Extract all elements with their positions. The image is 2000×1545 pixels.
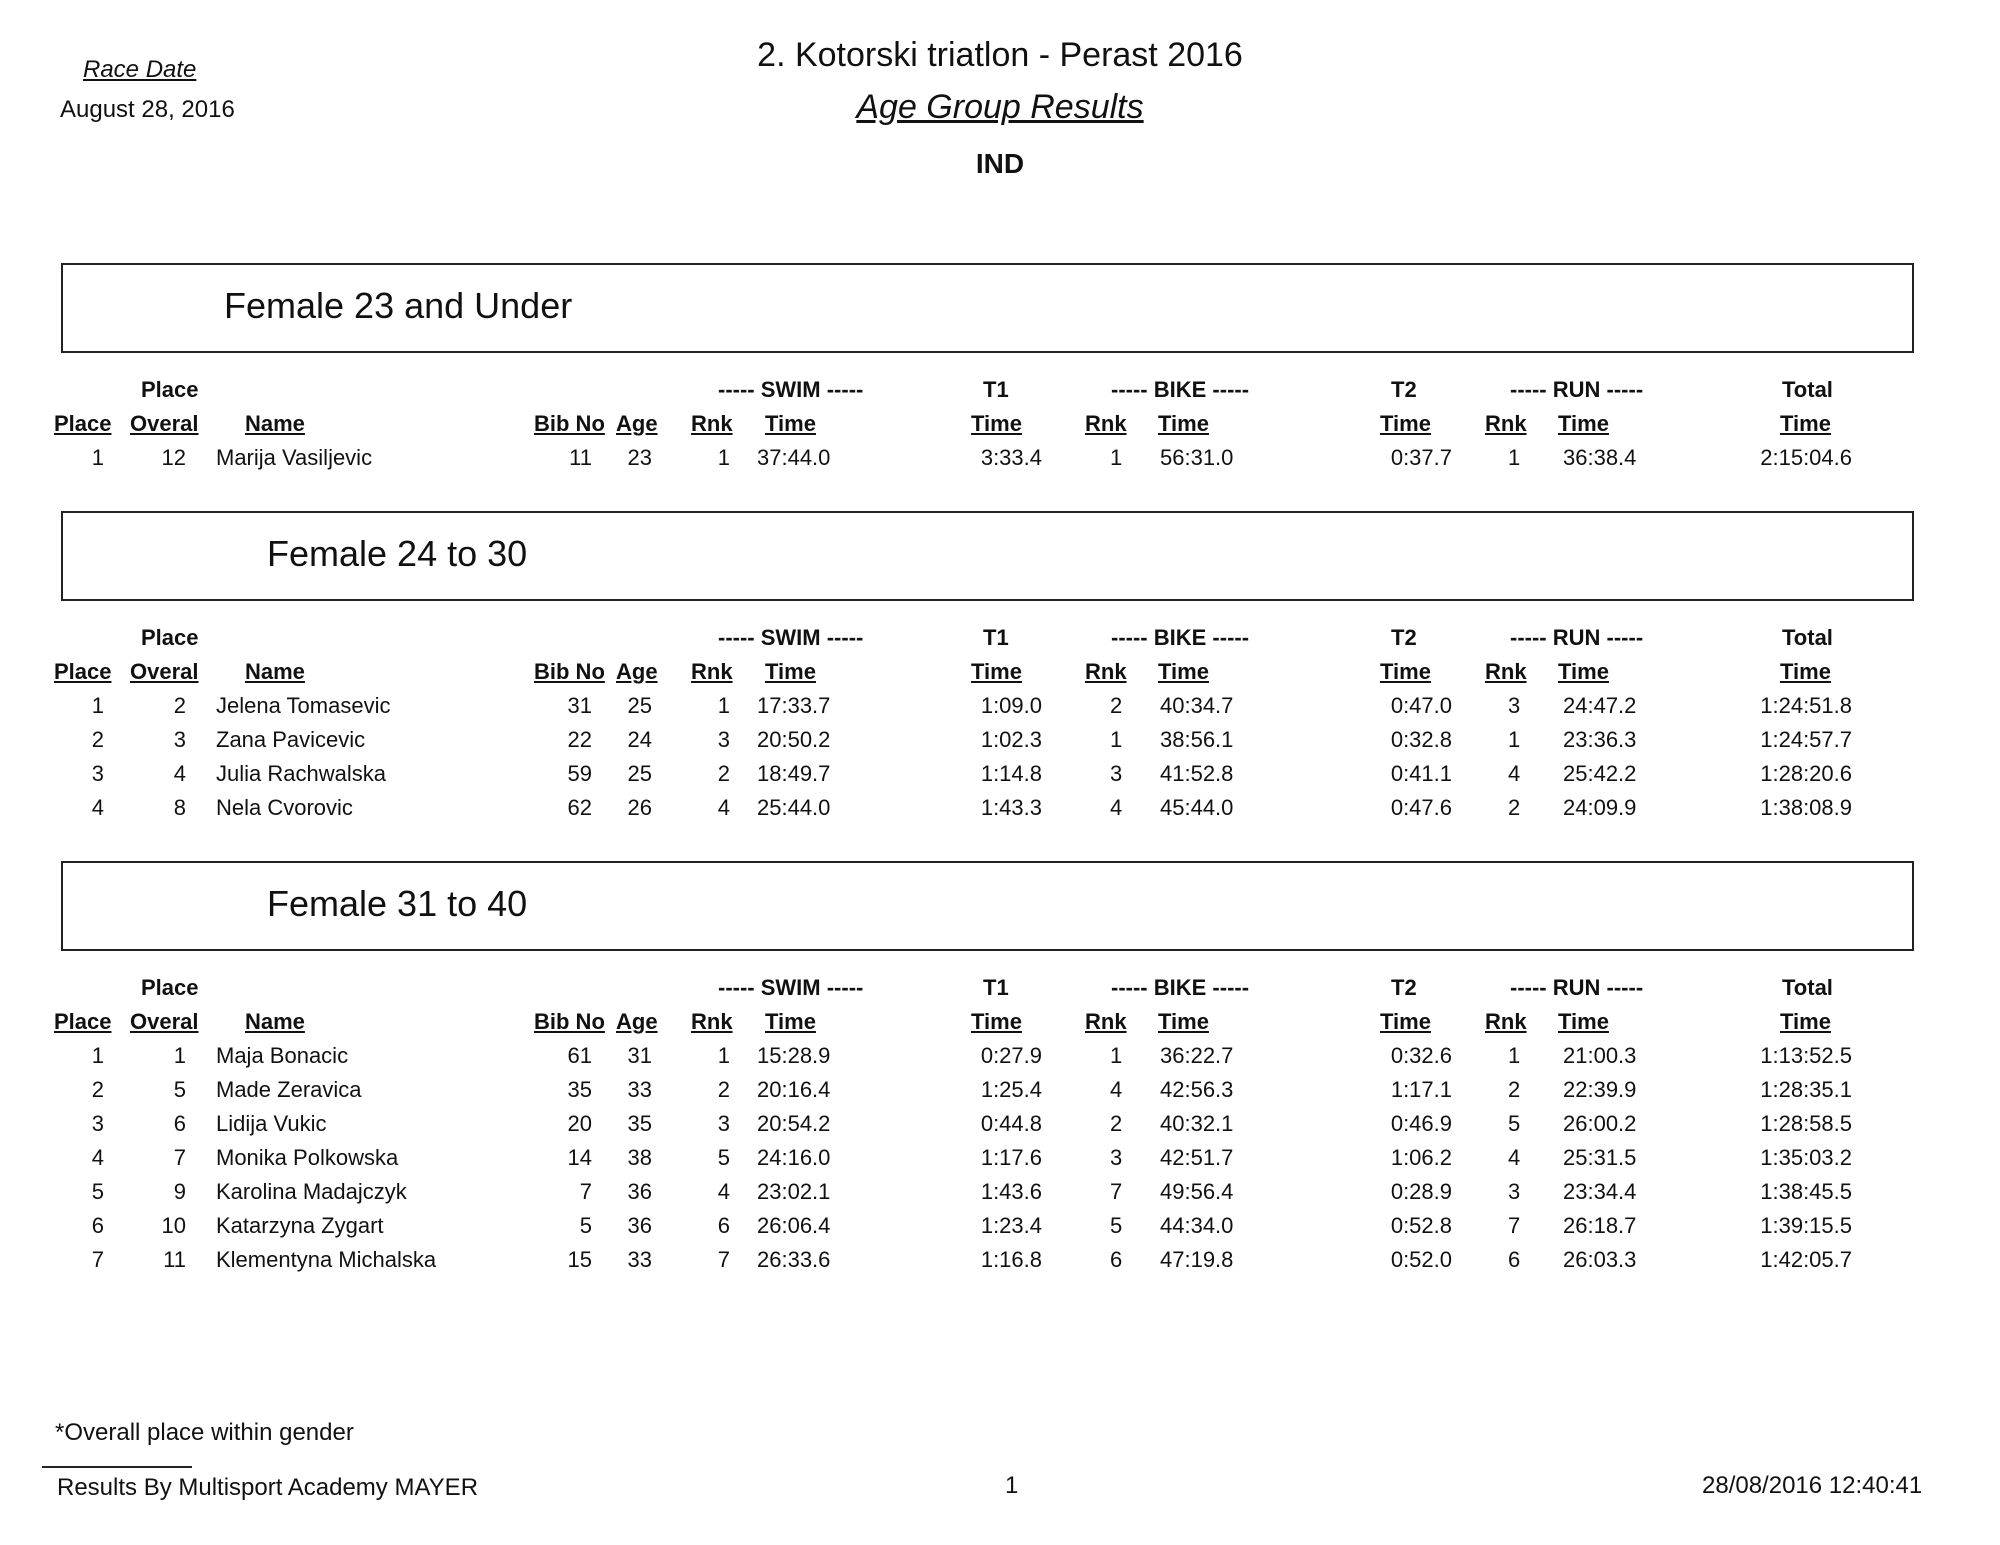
cell-bike-rnk: 4	[1110, 1077, 1123, 1102]
column-header-age: Age	[616, 411, 658, 436]
footer-divider	[42, 1466, 192, 1468]
column-header-bib: Bib No	[534, 1009, 605, 1034]
column-header-bib: Bib No	[534, 659, 605, 684]
cell-place: 2	[91, 1077, 104, 1102]
column-header-swim-time: Time	[765, 1009, 816, 1034]
cell-total: 1:24:57.7	[1760, 727, 1852, 752]
cell-swim-time: 23:02.1	[757, 1179, 831, 1204]
cell-swim-rnk: 4	[717, 795, 730, 820]
cell-run-rnk: 4	[1508, 761, 1521, 786]
cell-total: 1:28:35.1	[1760, 1077, 1852, 1102]
cell-run-rnk: 3	[1508, 1179, 1521, 1204]
cell-bib: 62	[567, 795, 592, 820]
cell-bib: 59	[567, 761, 592, 786]
group-title: Female 24 to 30	[267, 533, 528, 574]
cell-t2: 0:32.8	[1390, 727, 1452, 752]
column-header-place-overall-top: Place	[141, 625, 199, 650]
column-header-overall: Overal	[130, 411, 199, 436]
column-header-total-time: Time	[1780, 411, 1831, 436]
column-header-place: Place	[54, 411, 112, 436]
cell-place: 1	[91, 693, 104, 718]
cell-swim-rnk: 2	[717, 1077, 730, 1102]
footnote: *Overall place within gender	[55, 1419, 354, 1446]
column-header-total-time: Time	[1780, 1009, 1831, 1034]
cell-swim-rnk: 6	[717, 1213, 730, 1238]
cell-place: 6	[91, 1213, 104, 1238]
column-header-swim-time: Time	[765, 659, 816, 684]
table-row	[0, 445, 2000, 479]
cell-t1: 0:44.8	[980, 1111, 1042, 1136]
cell-t1: 0:27.9	[980, 1043, 1042, 1068]
cell-swim-rnk: 2	[717, 761, 730, 786]
cell-bike-rnk: 1	[1110, 1043, 1123, 1068]
cell-bike-time: 56:31.0	[1160, 445, 1234, 470]
cell-swim-rnk: 3	[717, 1111, 730, 1136]
cell-age: 38	[627, 1145, 652, 1170]
cell-name: Julia Rachwalska	[216, 761, 386, 786]
cell-overall: 12	[161, 445, 186, 470]
cell-age: 33	[627, 1077, 652, 1102]
cell-name: Jelena Tomasevic	[216, 693, 391, 718]
cell-swim-rnk: 1	[717, 693, 730, 718]
cell-place: 3	[91, 1111, 104, 1136]
cell-overall: 6	[173, 1111, 186, 1136]
cell-total: 1:24:51.8	[1760, 693, 1852, 718]
column-header-t1-time: Time	[971, 659, 1022, 684]
column-header-swim-rank: Rnk	[691, 1009, 733, 1034]
cell-age: 25	[627, 761, 652, 786]
column-header-overall: Overal	[130, 1009, 199, 1034]
column-header-swim-rank: Rnk	[691, 411, 733, 436]
column-header-total: Total	[1782, 377, 1833, 402]
cell-run-rnk: 6	[1508, 1247, 1521, 1272]
cell-t1: 1:14.8	[980, 761, 1042, 786]
column-header-name: Name	[245, 411, 305, 436]
cell-place: 4	[91, 795, 104, 820]
cell-run-rnk: 2	[1508, 1077, 1521, 1102]
race-date-label: Race Date	[83, 56, 197, 83]
column-header-name: Name	[245, 659, 305, 684]
cell-run-rnk: 1	[1508, 727, 1521, 752]
cell-bike-time: 45:44.0	[1160, 795, 1234, 820]
group-header-box	[61, 861, 1914, 951]
cell-age: 36	[627, 1179, 652, 1204]
cell-t2: 1:17.1	[1390, 1077, 1452, 1102]
cell-t1: 1:43.3	[980, 795, 1042, 820]
cell-t2: 0:28.9	[1390, 1179, 1452, 1204]
category-label: IND	[975, 148, 1025, 179]
cell-t2: 0:52.8	[1390, 1213, 1452, 1238]
cell-total: 2:15:04.6	[1760, 445, 1852, 470]
cell-place: 7	[91, 1247, 104, 1272]
cell-swim-rnk: 1	[717, 445, 730, 470]
group-header-box	[61, 511, 1914, 601]
cell-age: 35	[627, 1111, 652, 1136]
cell-bib: 5	[579, 1213, 592, 1238]
cell-t2: 0:46.9	[1390, 1111, 1452, 1136]
cell-place: 1	[91, 445, 104, 470]
cell-bike-time: 38:56.1	[1160, 727, 1234, 752]
page-subtitle: Age Group Results	[856, 88, 1144, 126]
cell-bib: 14	[567, 1145, 592, 1170]
race-date: August 28, 2016	[60, 96, 235, 123]
column-header-run: ----- RUN -----	[1510, 975, 1644, 1000]
column-header-swim: ----- SWIM -----	[718, 625, 864, 650]
cell-swim-time: 37:44.0	[757, 445, 831, 470]
cell-total: 1:38:08.9	[1760, 795, 1852, 820]
cell-swim-rnk: 5	[717, 1145, 730, 1170]
column-header-t1-time: Time	[971, 411, 1022, 436]
table-row	[0, 1077, 2000, 1111]
column-header-name: Name	[245, 1009, 305, 1034]
cell-run-rnk: 7	[1508, 1213, 1521, 1238]
column-header-t1: T1	[983, 975, 1009, 1000]
table-row	[0, 727, 2000, 761]
cell-bike-rnk: 1	[1110, 727, 1123, 752]
column-header-t1: T1	[983, 377, 1009, 402]
cell-bike-rnk: 4	[1110, 795, 1123, 820]
table-row	[0, 1043, 2000, 1077]
cell-bike-time: 36:22.7	[1160, 1043, 1234, 1068]
cell-run-time: 22:39.9	[1563, 1077, 1637, 1102]
cell-run-time: 24:47.2	[1563, 693, 1637, 718]
page-title: 2. Kotorski triatlon - Perast 2016	[757, 36, 1243, 74]
cell-overall: 8	[173, 795, 186, 820]
cell-bib: 20	[567, 1111, 592, 1136]
column-header-swim: ----- SWIM -----	[718, 975, 864, 1000]
column-header-bib: Bib No	[534, 411, 605, 436]
cell-bike-time: 42:56.3	[1160, 1077, 1234, 1102]
cell-run-time: 26:00.2	[1563, 1111, 1637, 1136]
cell-bike-rnk: 3	[1110, 1145, 1123, 1170]
cell-run-time: 26:18.7	[1563, 1213, 1637, 1238]
cell-bib: 31	[567, 693, 592, 718]
cell-swim-rnk: 7	[717, 1247, 730, 1272]
column-header-swim: ----- SWIM -----	[718, 377, 864, 402]
cell-swim-time: 20:54.2	[757, 1111, 831, 1136]
cell-run-time: 23:36.3	[1563, 727, 1637, 752]
column-header-bike-time: Time	[1158, 411, 1209, 436]
column-header-bike: ----- BIKE -----	[1111, 625, 1250, 650]
column-header-place-overall-top: Place	[141, 975, 199, 1000]
cell-name: Katarzyna Zygart	[216, 1213, 384, 1238]
cell-bike-time: 40:34.7	[1160, 693, 1234, 718]
column-header-age: Age	[616, 659, 658, 684]
cell-place: 2	[91, 727, 104, 752]
table-row	[0, 693, 2000, 727]
cell-bib: 22	[567, 727, 592, 752]
cell-swim-time: 15:28.9	[757, 1043, 831, 1068]
page-number: 1	[1005, 1472, 1019, 1499]
cell-total: 1:13:52.5	[1760, 1043, 1852, 1068]
cell-name: Maja Bonacic	[216, 1043, 349, 1068]
group-header-box	[61, 263, 1914, 353]
cell-bib: 35	[567, 1077, 592, 1102]
group-title: Female 23 and Under	[224, 285, 573, 326]
group-title: Female 31 to 40	[267, 883, 528, 924]
cell-bike-rnk: 5	[1110, 1213, 1123, 1238]
cell-name: Klementyna Michalska	[216, 1247, 437, 1272]
cell-run-time: 26:03.3	[1563, 1247, 1637, 1272]
column-header-t2: T2	[1391, 625, 1417, 650]
cell-bike-time: 40:32.1	[1160, 1111, 1234, 1136]
column-header-run-rank: Rnk	[1485, 411, 1527, 436]
cell-run-time: 23:34.4	[1563, 1179, 1637, 1204]
table-row	[0, 1179, 2000, 1213]
table-row	[0, 761, 2000, 795]
cell-run-time: 25:31.5	[1563, 1145, 1637, 1170]
cell-run-time: 25:42.2	[1563, 761, 1637, 786]
cell-name: Made Zeravica	[216, 1077, 362, 1102]
cell-swim-rnk: 3	[717, 727, 730, 752]
cell-total: 1:42:05.7	[1760, 1247, 1852, 1272]
column-header-run: ----- RUN -----	[1510, 377, 1644, 402]
column-header-place: Place	[54, 1009, 112, 1034]
cell-total: 1:35:03.2	[1760, 1145, 1852, 1170]
cell-total: 1:28:58.5	[1760, 1111, 1852, 1136]
cell-bike-rnk: 1	[1110, 445, 1123, 470]
cell-swim-time: 25:44.0	[757, 795, 831, 820]
cell-bib: 11	[569, 445, 592, 470]
cell-name: Nela Cvorovic	[216, 795, 353, 820]
cell-bike-time: 41:52.8	[1160, 761, 1234, 786]
cell-bike-rnk: 2	[1110, 693, 1123, 718]
cell-t2: 1:06.2	[1390, 1145, 1452, 1170]
cell-swim-time: 26:33.6	[757, 1247, 831, 1272]
cell-run-time: 24:09.9	[1563, 795, 1637, 820]
column-header-bike: ----- BIKE -----	[1111, 975, 1250, 1000]
table-row	[0, 1213, 2000, 1247]
cell-overall: 11	[163, 1247, 186, 1272]
cell-place: 4	[91, 1145, 104, 1170]
cell-overall: 4	[173, 761, 186, 786]
column-header-run-rank: Rnk	[1485, 1009, 1527, 1034]
cell-age: 36	[627, 1213, 652, 1238]
cell-bike-rnk: 3	[1110, 761, 1123, 786]
cell-swim-time: 18:49.7	[757, 761, 831, 786]
column-header-t2-time: Time	[1380, 411, 1431, 436]
cell-t2: 0:47.0	[1390, 693, 1452, 718]
cell-place: 3	[91, 761, 104, 786]
cell-t1: 1:17.6	[980, 1145, 1042, 1170]
cell-run-rnk: 4	[1508, 1145, 1521, 1170]
column-header-t2: T2	[1391, 377, 1417, 402]
cell-bike-time: 44:34.0	[1160, 1213, 1234, 1238]
column-header-t1-time: Time	[971, 1009, 1022, 1034]
cell-overall: 2	[173, 693, 186, 718]
cell-t1: 1:09.0	[980, 693, 1042, 718]
column-header-run-time: Time	[1558, 411, 1609, 436]
cell-t2: 0:32.6	[1390, 1043, 1452, 1068]
cell-bike-rnk: 6	[1110, 1247, 1123, 1272]
cell-run-rnk: 5	[1508, 1111, 1521, 1136]
column-header-bike-rank: Rnk	[1085, 411, 1127, 436]
cell-swim-time: 20:16.4	[757, 1077, 831, 1102]
cell-run-rnk: 1	[1508, 445, 1521, 470]
cell-overall: 5	[173, 1077, 186, 1102]
cell-swim-rnk: 1	[717, 1043, 730, 1068]
cell-bib: 15	[567, 1247, 592, 1272]
cell-t2: 0:37.7	[1390, 445, 1452, 470]
column-header-total-time: Time	[1780, 659, 1831, 684]
column-header-swim-time: Time	[765, 411, 816, 436]
cell-name: Monika Polkowska	[216, 1145, 399, 1170]
cell-bike-time: 42:51.7	[1160, 1145, 1234, 1170]
cell-age: 24	[627, 727, 652, 752]
cell-bib: 61	[567, 1043, 592, 1068]
cell-t1: 1:23.4	[980, 1213, 1042, 1238]
cell-total: 1:38:45.5	[1760, 1179, 1852, 1204]
column-header-t2-time: Time	[1380, 1009, 1431, 1034]
cell-swim-rnk: 4	[717, 1179, 730, 1204]
cell-run-rnk: 3	[1508, 693, 1521, 718]
cell-total: 1:28:20.6	[1760, 761, 1852, 786]
cell-overall: 7	[173, 1145, 186, 1170]
cell-place: 1	[91, 1043, 104, 1068]
cell-run-time: 21:00.3	[1563, 1043, 1637, 1068]
column-header-total: Total	[1782, 975, 1833, 1000]
cell-age: 26	[627, 795, 652, 820]
column-header-swim-rank: Rnk	[691, 659, 733, 684]
cell-t1: 1:25.4	[980, 1077, 1042, 1102]
column-header-run-rank: Rnk	[1485, 659, 1527, 684]
cell-bike-rnk: 2	[1110, 1111, 1123, 1136]
cell-bib: 7	[579, 1179, 592, 1204]
cell-run-rnk: 2	[1508, 795, 1521, 820]
table-row	[0, 1247, 2000, 1281]
cell-run-rnk: 1	[1508, 1043, 1521, 1068]
column-header-run-time: Time	[1558, 659, 1609, 684]
column-header-bike-time: Time	[1158, 659, 1209, 684]
cell-t1: 1:16.8	[980, 1247, 1042, 1272]
cell-t2: 0:47.6	[1390, 795, 1452, 820]
table-row	[0, 1145, 2000, 1179]
table-row	[0, 1111, 2000, 1145]
cell-swim-time: 20:50.2	[757, 727, 831, 752]
cell-name: Karolina Madajczyk	[216, 1179, 407, 1204]
cell-overall: 10	[161, 1213, 186, 1238]
cell-name: Marija Vasiljevic	[216, 445, 373, 470]
column-header-overall: Overal	[130, 659, 199, 684]
cell-name: Zana Pavicevic	[216, 727, 366, 752]
column-header-place: Place	[54, 659, 112, 684]
cell-bike-time: 47:19.8	[1160, 1247, 1234, 1272]
cell-run-time: 36:38.4	[1563, 445, 1637, 470]
column-header-t2: T2	[1391, 975, 1417, 1000]
column-header-age: Age	[616, 1009, 658, 1034]
column-header-t2-time: Time	[1380, 659, 1431, 684]
cell-t1: 1:43.6	[980, 1179, 1042, 1204]
column-header-t1: T1	[983, 625, 1009, 650]
cell-name: Lidija Vukic	[216, 1111, 327, 1136]
cell-overall: 9	[173, 1179, 186, 1204]
cell-bike-rnk: 7	[1110, 1179, 1123, 1204]
cell-overall: 3	[173, 727, 186, 752]
print-timestamp: 28/08/2016 12:40:41	[1702, 1472, 1923, 1499]
cell-t1: 1:02.3	[980, 727, 1042, 752]
cell-bike-time: 49:56.4	[1160, 1179, 1234, 1204]
column-header-bike-rank: Rnk	[1085, 659, 1127, 684]
column-header-run-time: Time	[1558, 1009, 1609, 1034]
column-header-total: Total	[1782, 625, 1833, 650]
cell-age: 33	[627, 1247, 652, 1272]
cell-t2: 0:52.0	[1390, 1247, 1452, 1272]
cell-swim-time: 26:06.4	[757, 1213, 831, 1238]
cell-place: 5	[91, 1179, 104, 1204]
cell-age: 25	[627, 693, 652, 718]
cell-age: 23	[627, 445, 652, 470]
column-header-bike: ----- BIKE -----	[1111, 377, 1250, 402]
column-header-place-overall-top: Place	[141, 377, 199, 402]
cell-swim-time: 17:33.7	[757, 693, 831, 718]
cell-t2: 0:41.1	[1390, 761, 1452, 786]
column-header-run: ----- RUN -----	[1510, 625, 1644, 650]
cell-age: 31	[627, 1043, 652, 1068]
table-row	[0, 795, 2000, 829]
cell-swim-time: 24:16.0	[757, 1145, 831, 1170]
cell-overall: 1	[173, 1043, 186, 1068]
column-header-bike-time: Time	[1158, 1009, 1209, 1034]
cell-total: 1:39:15.5	[1760, 1213, 1852, 1238]
results-by: Results By Multisport Academy MAYER	[57, 1474, 479, 1501]
column-header-bike-rank: Rnk	[1085, 1009, 1127, 1034]
cell-t1: 3:33.4	[980, 445, 1042, 470]
